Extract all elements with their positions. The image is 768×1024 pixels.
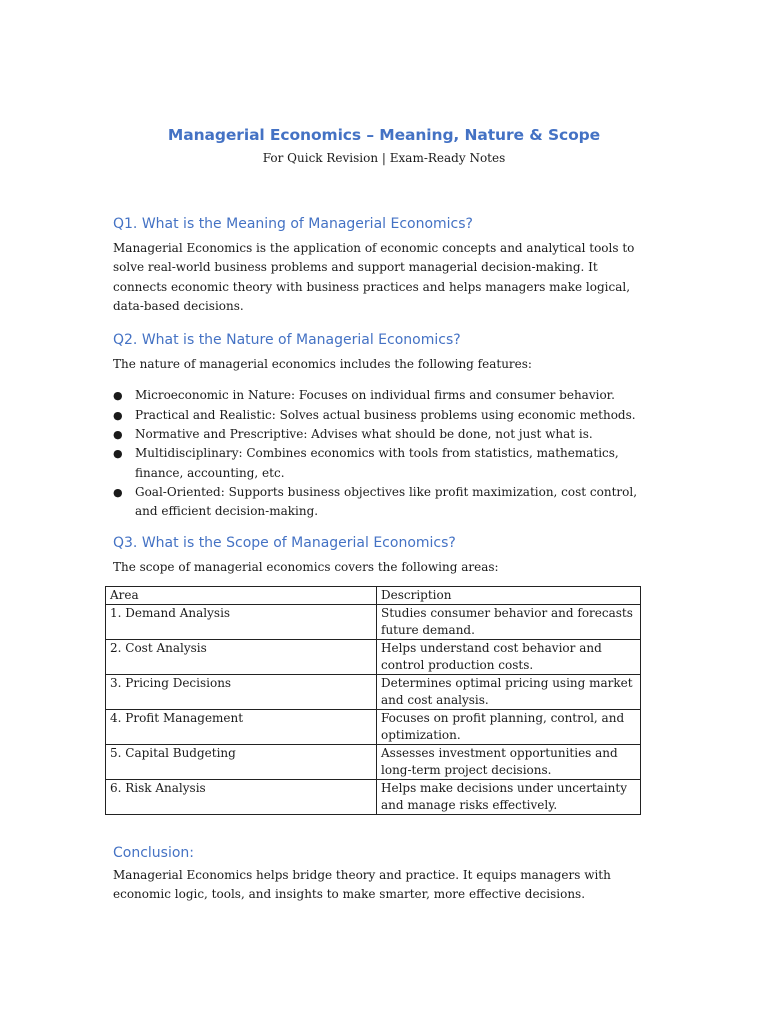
section-q2: [113, 330, 653, 521]
document-subtitle: For Quick Revision | Exam-Ready Notes: [262, 151, 506, 165]
list-item-text: Microeconomic in Nature: Focuses on individual firms and consumer behavior.: [135, 388, 615, 403]
q2-heading: Q2. What is the Nature of Managerial Economics?: [113, 332, 461, 349]
q3-heading: Q3. What is the Scope of Managerial Economics?: [113, 534, 456, 551]
section-conclusion: [113, 843, 653, 905]
table-row: [106, 604, 641, 639]
table-cell-area: 3. Pricing Decisions: [106, 674, 377, 709]
bullet-icon: ●: [113, 485, 123, 499]
table-row: [106, 744, 641, 779]
section-q3: [110, 533, 653, 815]
list-item-text: Goal-Oriented: Supports business objectives like profit maximization, cost control, and efficient decision-making.: [135, 484, 638, 519]
list-item: [113, 386, 653, 405]
bullet-icon: ●: [113, 408, 123, 422]
table-cell-area: 1. Demand Analysis: [106, 604, 377, 639]
q3-intro: The scope of managerial economics covers the following areas:: [113, 559, 499, 574]
list-item-text: Multidisciplinary: Combines economics with tools from statistics, mathematics, finance, accounting, etc.: [135, 446, 619, 480]
table-cell-description: Helps make decisions under uncertainty and manage risks effectively.: [377, 779, 641, 814]
table-cell-area: 2. Cost Analysis: [106, 639, 377, 674]
bullet-icon: ●: [113, 389, 123, 403]
table-row: [106, 779, 641, 814]
table-cell-description: Determines optimal pricing using market and cost analysis.: [377, 674, 641, 709]
document-title: Managerial Economics – Meaning, Nature & Scope: [167, 126, 601, 144]
document-body: [110, 214, 653, 904]
conclusion-text: Managerial Economics helps bridge theory and practice. It equips managers with economic logic, tools, and insights to make smarter, more effective decisions.: [113, 867, 611, 902]
table-cell-area: 6. Risk Analysis: [106, 779, 377, 814]
list-item-text: Practical and Realistic: Solves actual business problems using economic methods.: [135, 407, 636, 422]
table-row: [106, 709, 641, 744]
section-q1: [113, 214, 653, 316]
table-cell-area: 5. Capital Budgeting: [106, 744, 377, 779]
list-item: [113, 406, 653, 425]
table-cell-description: Helps understand cost behavior and control production costs.: [377, 639, 641, 674]
table-row: [106, 639, 641, 674]
table-header-cell: Description: [377, 586, 641, 604]
bullet-icon: ●: [113, 428, 123, 442]
q1-heading: Q1. What is the Meaning of Managerial Economics?: [113, 216, 473, 232]
table-header-cell: Area: [106, 586, 377, 604]
table-header-row: [106, 586, 641, 604]
table-cell-area: 4. Profit Management: [106, 709, 377, 744]
table-cell-description: Focuses on profit planning, control, and optimization.: [377, 709, 641, 744]
conclusion-heading: Conclusion:: [113, 844, 195, 861]
table-cell-description: Studies consumer behavior and forecasts future demand.: [377, 604, 641, 639]
nature-list: [113, 386, 653, 521]
list-item: [113, 444, 653, 483]
table-cell-description: Assesses investment opportunities and long-term project decisions.: [377, 744, 641, 779]
q2-intro: The nature of managerial economics includes the following features:: [113, 357, 532, 372]
table-row: [106, 674, 641, 709]
bullet-icon: ●: [113, 447, 123, 461]
list-item-text: Normative and Prescriptive: Advises what should be done, not just what is.: [135, 427, 593, 442]
list-item: [113, 425, 653, 444]
scope-table: [105, 586, 641, 815]
q1-text: Managerial Economics is the application of economic concepts and analytical tools to solve real-world business problems and support managerial decision-making. It connects economic theory with business practices and helps managers make logical, data-based decisions.: [113, 241, 635, 313]
list-item: [113, 483, 653, 522]
